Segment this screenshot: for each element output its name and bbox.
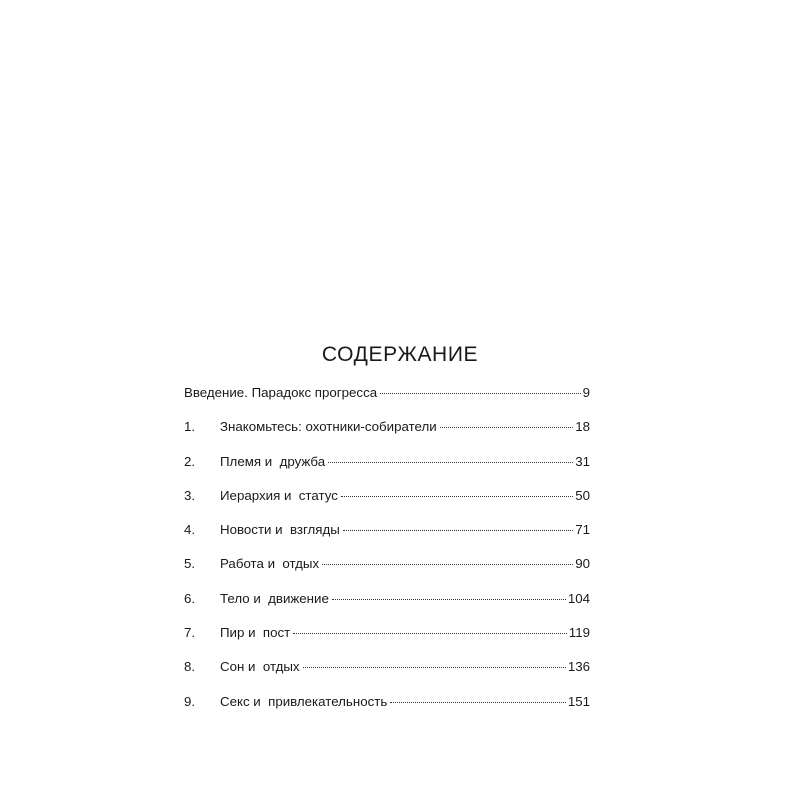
dot-leader xyxy=(390,702,566,703)
chapter-number: 5. xyxy=(184,556,196,572)
chapter-number: 3. xyxy=(184,487,196,503)
dot-leader xyxy=(322,564,573,565)
dot-leader xyxy=(332,599,566,600)
toc-page-number: 9 xyxy=(582,385,590,400)
chapter-title: Работа и отдых xyxy=(220,556,320,572)
dot-leader xyxy=(343,530,573,531)
chapter-number: 4. xyxy=(184,522,196,538)
toc-entry-introduction xyxy=(184,383,590,417)
toc-page-number: 18 xyxy=(575,419,590,435)
dot-leader xyxy=(303,667,566,668)
chapter-number: 1. xyxy=(184,419,196,435)
chapter-title: Иерархия и статус xyxy=(220,487,338,503)
chapter-number: 9. xyxy=(184,693,196,709)
toc-page-number: 104 xyxy=(567,590,590,606)
toc-page-number: 50 xyxy=(575,487,590,503)
chapter-title: Сон и отдых xyxy=(220,659,300,675)
toc-entry-chapter-8 xyxy=(184,657,590,691)
toc-page-number: 136 xyxy=(567,659,590,675)
toc-entry-chapter-1 xyxy=(184,417,590,451)
chapter-number: 6. xyxy=(184,590,196,606)
toc-entry-chapter-6 xyxy=(184,589,590,623)
toc-page-number: 119 xyxy=(568,625,590,641)
toc-page-number: 71 xyxy=(575,522,590,538)
chapter-title: Новости и взгляды xyxy=(220,522,340,538)
dot-leader xyxy=(328,462,573,463)
table-of-contents-list xyxy=(184,383,590,726)
toc-page-number: 31 xyxy=(575,453,590,469)
toc-entry-chapter-4 xyxy=(184,520,590,554)
toc-entry-chapter-5 xyxy=(184,554,590,588)
table-of-contents-title: СОДЕРЖАНИЕ xyxy=(321,343,479,366)
toc-page-number: 90 xyxy=(575,556,590,572)
chapter-title: Знакомьтесь: охотники-собиратели xyxy=(220,419,437,435)
toc-entry-chapter-9 xyxy=(184,692,590,726)
chapter-title: Пир и пост xyxy=(220,625,291,641)
chapter-title: Секс и привлекательность xyxy=(220,693,388,709)
toc-entry-chapter-3 xyxy=(184,486,590,520)
toc-entry-chapter-7 xyxy=(184,623,590,657)
toc-entry-title: Введение. Парадокс прогресса xyxy=(184,385,378,400)
chapter-number: 2. xyxy=(184,453,196,469)
dot-leader xyxy=(341,496,573,497)
chapter-title: Тело и движение xyxy=(220,590,329,606)
dot-leader xyxy=(380,393,580,394)
chapter-number: 8. xyxy=(184,659,196,675)
chapter-title: Племя и дружба xyxy=(220,453,326,469)
chapter-number: 7. xyxy=(184,625,196,641)
dot-leader xyxy=(293,633,567,634)
toc-page-number: 151 xyxy=(567,693,590,709)
dot-leader xyxy=(440,427,574,428)
toc-entry-chapter-2 xyxy=(184,452,590,486)
